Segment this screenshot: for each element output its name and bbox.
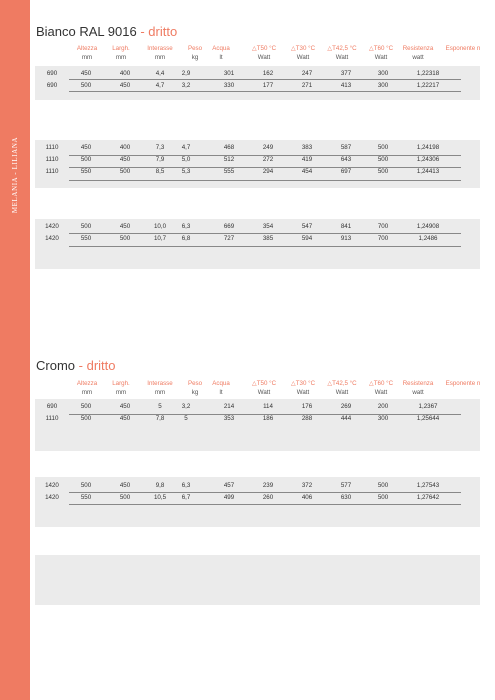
column-header-label: T30 °C	[295, 45, 316, 52]
column-header-title	[68, 44, 106, 53]
column-header-unit: mm	[81, 389, 93, 396]
table-row	[0, 233, 445, 245]
table-cell: 450	[119, 403, 131, 410]
table-cell: 669	[223, 223, 235, 230]
table-cell: 450	[119, 82, 131, 89]
column-header-label: Interasse	[147, 380, 173, 387]
column-header-label: Esponente n	[445, 380, 481, 387]
table-cell: 1110	[45, 415, 59, 422]
table-cell: 500	[80, 482, 92, 489]
column-header	[102, 379, 140, 397]
table-cell: 444	[340, 415, 352, 422]
table-cell: 10,5	[153, 494, 167, 501]
table-cell: 499	[223, 494, 235, 501]
table-cell: 454	[301, 168, 313, 175]
section-title-separator: -	[140, 24, 145, 39]
column-header-label: Peso	[187, 380, 203, 387]
table-cell: 547	[301, 223, 313, 230]
table-cell: 1,24306	[416, 156, 440, 163]
column-header-label: Acqua	[212, 380, 230, 387]
column-header-label: Peso	[187, 45, 203, 52]
column-header-title	[102, 44, 140, 53]
table-cell: 500	[377, 168, 389, 175]
table-cell: 4,7	[155, 82, 165, 89]
table-cell: 400	[119, 70, 131, 77]
section-title	[36, 24, 177, 39]
section-title-variant: dritto	[86, 358, 116, 373]
table-row	[0, 401, 445, 413]
table-cell: 288	[301, 415, 313, 422]
delta-icon: △	[327, 380, 333, 387]
table-cell: 419	[301, 156, 313, 163]
table-cell: 630	[340, 494, 352, 501]
column-header-label: Altezza	[76, 380, 98, 387]
table-cell: 5	[184, 415, 188, 422]
column-header-unit: mm	[115, 54, 127, 61]
row-divider	[69, 246, 461, 247]
table-cell: 450	[80, 144, 92, 151]
column-header-unit: watt	[412, 389, 424, 396]
table-cell: 450	[80, 70, 92, 77]
column-header-unit: lt	[219, 389, 223, 396]
column-header-title	[434, 379, 492, 388]
column-header-title	[68, 379, 106, 388]
column-header-label: T60 °C	[373, 45, 394, 52]
table-row	[0, 480, 445, 492]
column-header-title	[206, 379, 236, 388]
table-cell: 176	[301, 403, 313, 410]
column-header-unit: mm	[154, 389, 166, 396]
table-cell: 450	[119, 156, 131, 163]
table-cell: 330	[223, 82, 235, 89]
table-cell: 500	[80, 403, 92, 410]
table-cell: 3,2	[181, 82, 191, 89]
row-divider	[69, 233, 461, 234]
table-cell: 577	[340, 482, 352, 489]
row-divider	[69, 155, 461, 156]
column-header-label: T50 °C	[256, 45, 277, 52]
table-cell: 500	[80, 223, 92, 230]
table-cell: 550	[80, 494, 92, 501]
table-cell: 1,22318	[416, 70, 440, 77]
table-cell: 450	[119, 482, 131, 489]
table-cell: 500	[119, 168, 131, 175]
row-divider	[69, 414, 461, 415]
column-header-unit: Watt	[374, 389, 388, 396]
table-cell: 353	[223, 415, 235, 422]
table-cell: 500	[80, 82, 92, 89]
table-cell: 300	[377, 82, 389, 89]
table-cell: 1,2486	[418, 235, 438, 242]
column-header-unit: mm	[154, 54, 166, 61]
table-cell: 1,27543	[416, 482, 440, 489]
table-cell: 1,22217	[416, 82, 440, 89]
table-cell: 500	[377, 144, 389, 151]
table-cell: 383	[301, 144, 313, 151]
table-cell: 690	[46, 70, 58, 77]
table-cell: 372	[301, 482, 313, 489]
table-cell: 300	[377, 70, 389, 77]
column-header-label: Acqua	[212, 45, 230, 52]
column-header-title	[136, 379, 184, 388]
column-header-label: Interasse	[147, 45, 173, 52]
column-header	[68, 44, 106, 62]
table-cell: 214	[223, 403, 235, 410]
section-title-text: Cromo	[36, 358, 76, 373]
section-title	[36, 358, 116, 373]
column-header	[434, 379, 492, 388]
delta-icon: △	[368, 380, 374, 387]
table-cell: 1420	[45, 235, 59, 242]
column-header-label: T60 °C	[373, 380, 394, 387]
table-cell: 413	[340, 82, 352, 89]
column-header	[68, 379, 106, 397]
column-header-unit: Watt	[374, 54, 388, 61]
column-header-label: Largh.	[112, 380, 130, 387]
column-header-label: Resistenza	[402, 380, 434, 387]
column-header	[136, 44, 184, 62]
table-cell: 7,8	[155, 415, 165, 422]
column-header-label: T30 °C	[295, 380, 316, 387]
table-cell: 177	[262, 82, 274, 89]
table-cell: 10,7	[153, 235, 167, 242]
table-row	[0, 142, 445, 154]
column-header-title	[434, 44, 492, 53]
column-header-unit: Watt	[296, 389, 310, 396]
table-cell: 500	[119, 235, 131, 242]
table-cell: 5	[158, 403, 162, 410]
table-cell: 500	[377, 156, 389, 163]
table-cell: 1420	[45, 494, 59, 501]
table-cell: 6,8	[181, 235, 191, 242]
table-band	[35, 555, 480, 605]
table-cell: 8,5	[155, 168, 165, 175]
delta-icon: △	[290, 45, 296, 52]
table-cell: 406	[301, 494, 313, 501]
table-cell: 594	[301, 235, 313, 242]
table-cell: 500	[80, 415, 92, 422]
column-header-label: T42,5 °C	[332, 380, 357, 387]
column-header	[136, 379, 184, 397]
column-header-unit: watt	[412, 54, 424, 61]
table-cell: 1110	[45, 168, 59, 175]
table-cell: 1,24908	[416, 223, 440, 230]
delta-icon: △	[290, 380, 296, 387]
table-cell: 294	[262, 168, 274, 175]
table-cell: 512	[223, 156, 235, 163]
table-cell: 269	[340, 403, 352, 410]
delta-icon: △	[251, 45, 257, 52]
side-tab-label: MELANIA - LILIANA	[11, 136, 20, 214]
table-cell: 377	[340, 70, 352, 77]
delta-icon: △	[251, 380, 257, 387]
table-cell: 1420	[45, 482, 59, 489]
table-cell: 700	[377, 223, 389, 230]
column-header-unit: Watt	[335, 54, 349, 61]
table-cell: 3,2	[181, 403, 191, 410]
table-cell: 450	[119, 223, 131, 230]
table-cell: 2,9	[181, 70, 191, 77]
table-cell: 1,24198	[416, 144, 440, 151]
table-cell: 7,3	[155, 144, 165, 151]
table-cell: 1,25644	[416, 415, 440, 422]
column-header-title	[136, 44, 184, 53]
table-cell: 450	[119, 415, 131, 422]
table-cell: 468	[223, 144, 235, 151]
column-header-label: Largh.	[112, 45, 130, 52]
table-cell: 690	[46, 82, 58, 89]
column-header	[206, 44, 236, 62]
table-cell: 1420	[45, 223, 59, 230]
table-cell: 200	[377, 403, 389, 410]
table-cell: 913	[340, 235, 352, 242]
column-header-label: Resistenza	[402, 45, 434, 52]
table-cell: 500	[377, 482, 389, 489]
table-cell: 354	[262, 223, 274, 230]
table-cell: 7,9	[155, 156, 165, 163]
table-cell: 500	[377, 494, 389, 501]
section-title-separator: -	[78, 358, 83, 373]
table-row	[0, 492, 445, 504]
table-cell: 272	[262, 156, 274, 163]
table-cell: 249	[262, 144, 274, 151]
row-divider	[69, 504, 461, 505]
row-divider	[69, 492, 461, 493]
table-cell: 5,0	[181, 156, 191, 163]
column-header-label: Esponente n	[445, 45, 481, 52]
table-cell: 247	[301, 70, 313, 77]
column-header-unit: lt	[219, 54, 223, 61]
column-header-label: Altezza	[76, 45, 98, 52]
table-cell: 260	[262, 494, 274, 501]
column-header-label: T50 °C	[256, 380, 277, 387]
table-cell: 643	[340, 156, 352, 163]
table-cell: 1110	[45, 156, 59, 163]
table-cell: 4,4	[155, 70, 165, 77]
column-header-label: T42,5 °C	[332, 45, 357, 52]
table-cell: 5,3	[181, 168, 191, 175]
row-divider	[69, 180, 461, 181]
table-cell: 6,3	[181, 223, 191, 230]
section-title-text: Bianco RAL 9016	[36, 24, 137, 39]
column-header	[206, 379, 236, 397]
table-cell: 500	[80, 156, 92, 163]
table-cell: 1110	[45, 144, 59, 151]
delta-icon: △	[327, 45, 333, 52]
delta-icon: △	[368, 45, 374, 52]
table-cell: 1,24413	[416, 168, 440, 175]
column-header-unit: Watt	[257, 54, 271, 61]
table-cell: 1,27642	[416, 494, 440, 501]
table-cell: 6,7	[181, 494, 191, 501]
row-divider	[69, 79, 461, 80]
section-title-variant: dritto	[148, 24, 178, 39]
column-header	[102, 44, 140, 62]
table-cell: 6,3	[181, 482, 191, 489]
table-cell: 690	[46, 403, 58, 410]
table-cell: 9,8	[155, 482, 165, 489]
column-header-unit: Watt	[335, 389, 349, 396]
column-header-unit: Watt	[257, 389, 271, 396]
table-cell: 400	[119, 144, 131, 151]
column-header-unit: mm	[115, 389, 127, 396]
table-cell: 550	[80, 235, 92, 242]
column-header-unit: mm	[81, 54, 93, 61]
table-cell: 114	[263, 403, 273, 410]
table-cell: 697	[340, 168, 352, 175]
table-cell: 385	[262, 235, 274, 242]
table-cell: 300	[377, 415, 389, 422]
table-cell: 550	[80, 168, 92, 175]
table-cell: 162	[262, 70, 274, 77]
table-row	[0, 221, 445, 233]
row-divider	[69, 167, 461, 168]
table-cell: 239	[262, 482, 274, 489]
table-cell: 10,0	[153, 223, 167, 230]
table-cell: 271	[301, 82, 313, 89]
table-cell: 4,7	[181, 144, 191, 151]
table-cell: 727	[223, 235, 235, 242]
row-divider	[69, 91, 461, 92]
table-cell: 555	[223, 168, 235, 175]
column-header-unit: Watt	[296, 54, 310, 61]
table-cell: 457	[223, 482, 235, 489]
column-header	[434, 44, 492, 53]
table-cell: 700	[377, 235, 389, 242]
column-header-unit: kg	[191, 389, 199, 396]
table-cell: 587	[340, 144, 352, 151]
table-cell: 500	[119, 494, 131, 501]
column-header-title	[206, 44, 236, 53]
table-cell: 841	[340, 223, 352, 230]
column-header-title	[102, 379, 140, 388]
table-cell: 301	[223, 70, 235, 77]
column-header-unit: kg	[191, 54, 199, 61]
table-cell: 186	[262, 415, 274, 422]
table-cell: 1,2367	[418, 403, 438, 410]
